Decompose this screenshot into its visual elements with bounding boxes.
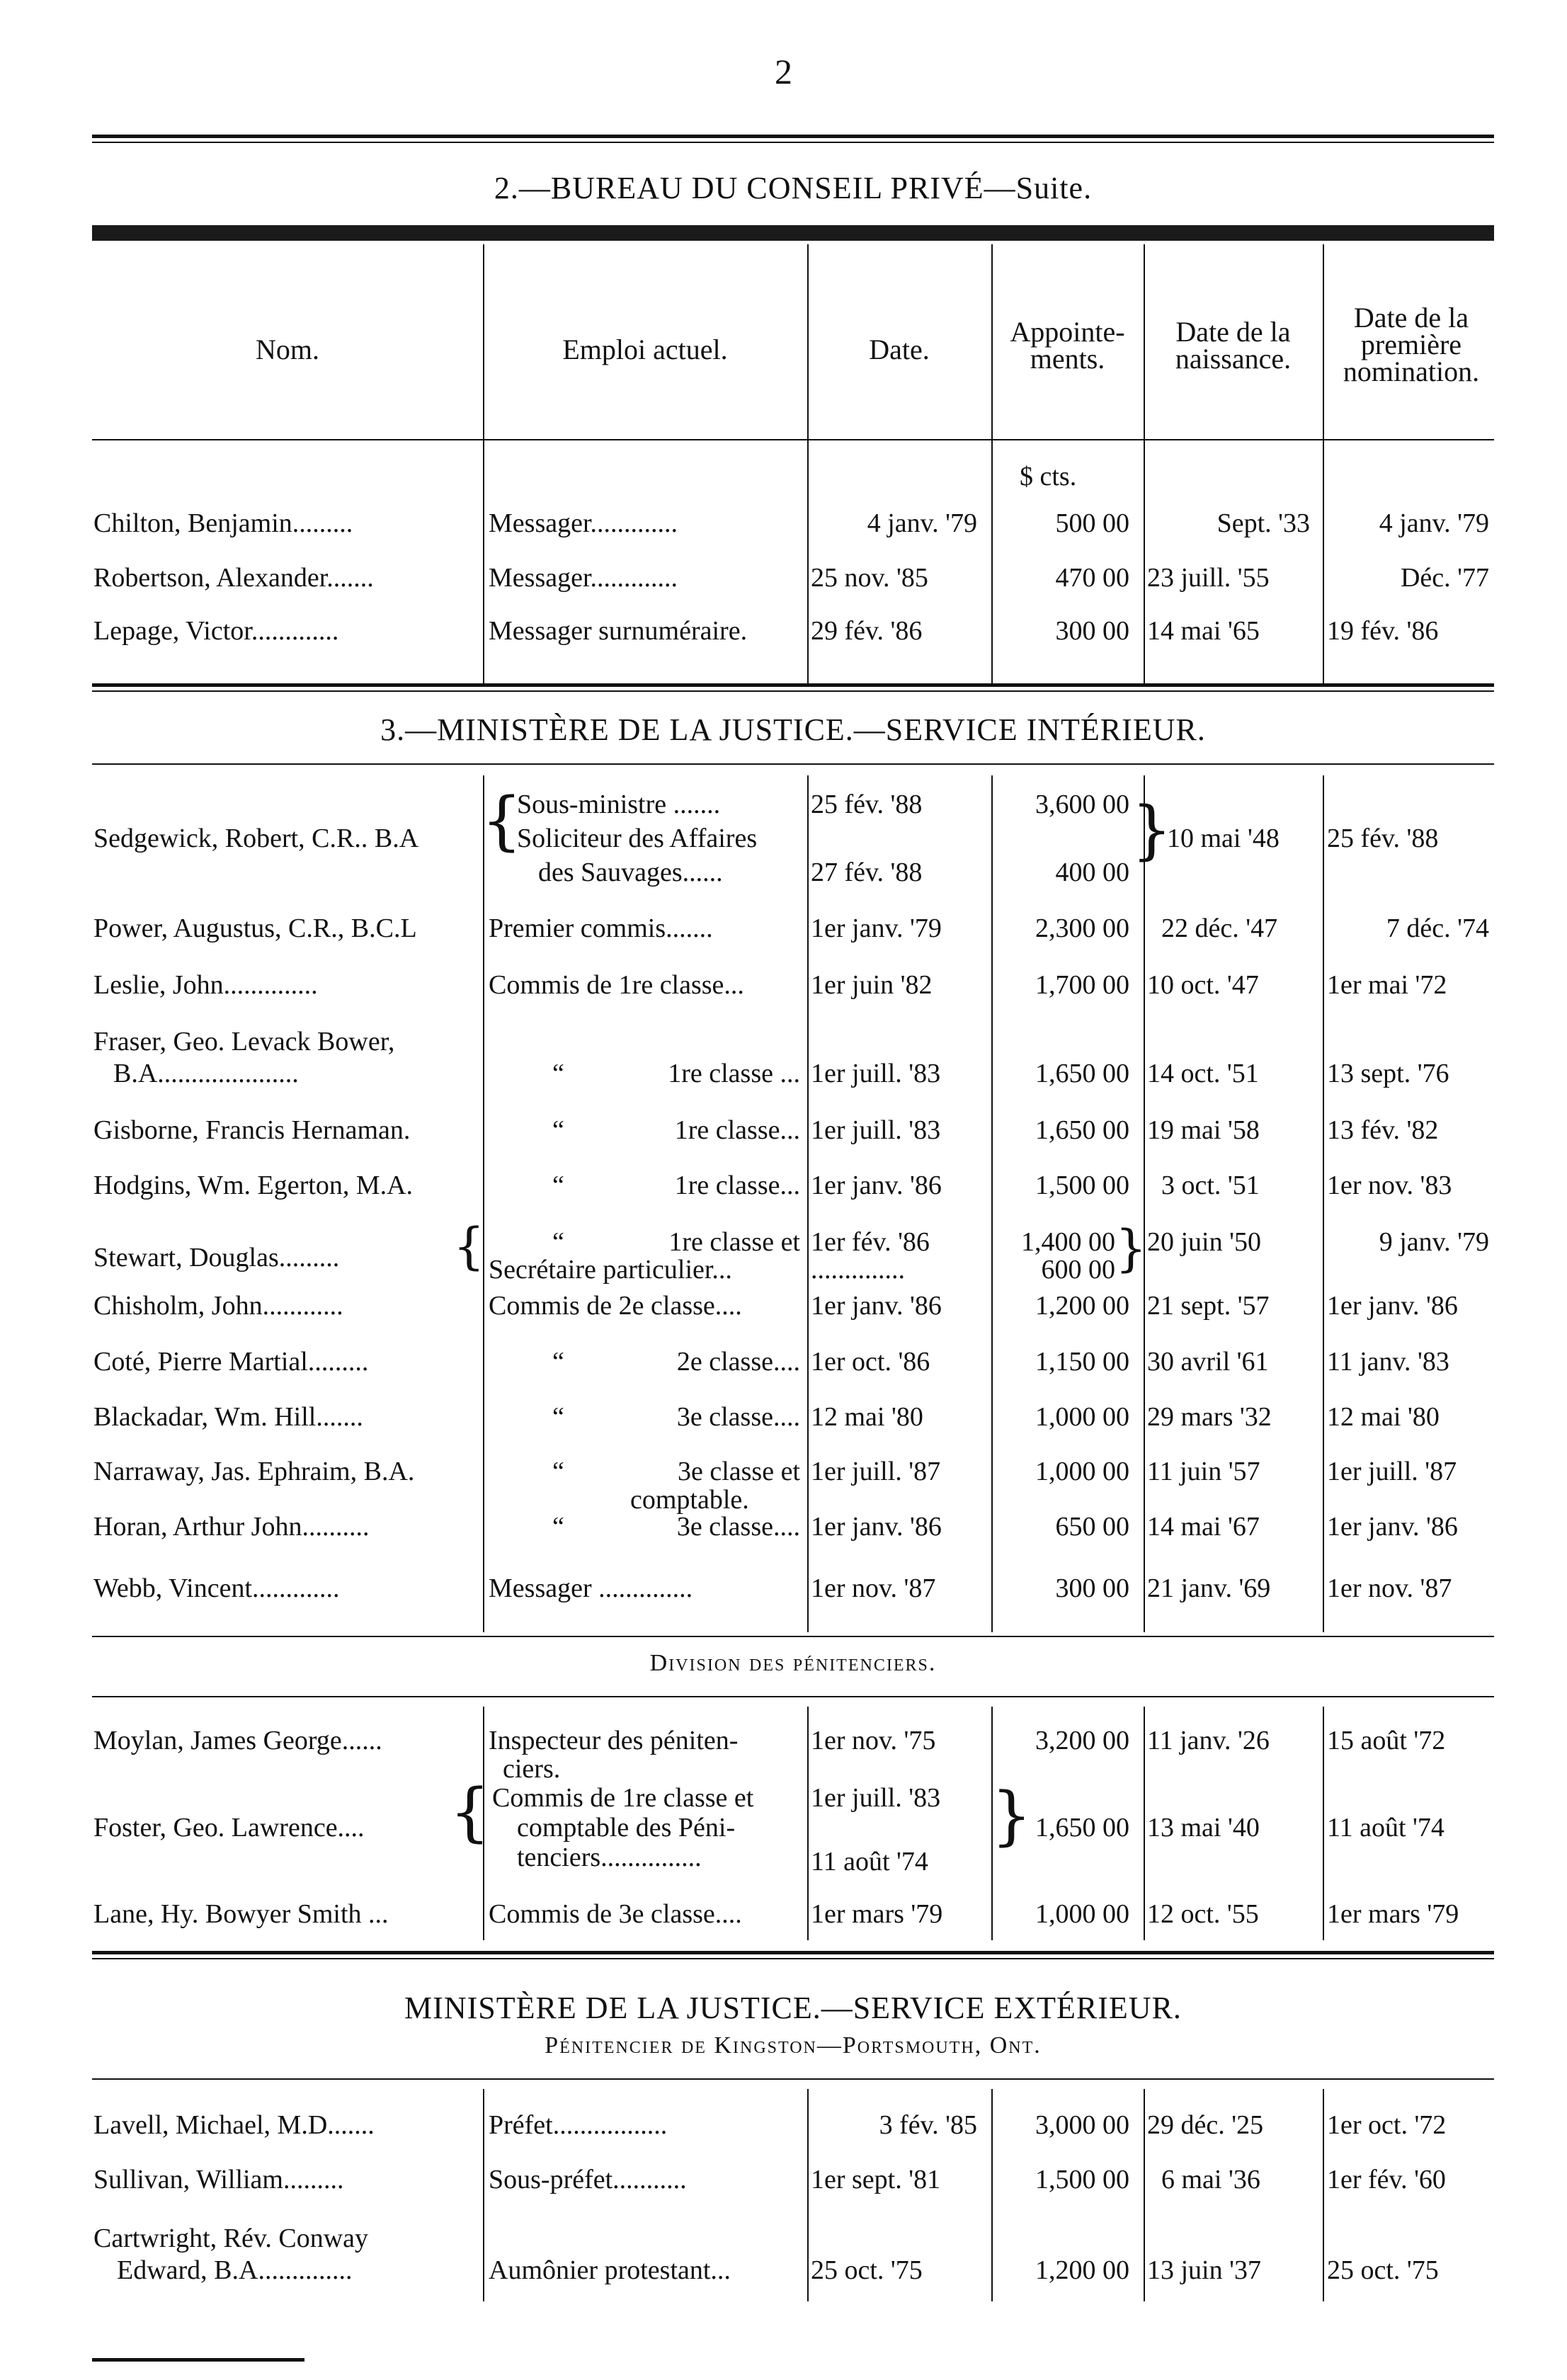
row-nom: Webb, Vincent............. [93, 1573, 340, 1603]
row-appointements: 1,200 00 [1035, 2255, 1129, 2285]
row-appointements: 3,600 00 [1035, 790, 1129, 819]
row-date: 1er juill. '83 [811, 1059, 941, 1088]
row-nom: Sedgewick, Robert, C.R.. B.A [93, 824, 419, 853]
rule-double [92, 683, 1494, 692]
brace-right: } [1132, 793, 1173, 867]
section-subtitle-kingston: Pénitencier de Kingston—Portsmouth, Ont. [545, 2032, 1042, 2059]
row-appointements: 1,650 00 [1035, 1059, 1129, 1088]
row-nom: Hodgins, Wm. Egerton, M.A. [93, 1171, 414, 1200]
row-emploi: Commis de 2e classe.... [489, 1291, 742, 1321]
row-appointements: 600 00 [1041, 1255, 1115, 1285]
row-premiere: 1er nov. '83 [1327, 1171, 1452, 1200]
row-appointements: 650 00 [1055, 1512, 1129, 1542]
row-naissance: Sept. '33 [1216, 508, 1310, 538]
row-emploi: Commis de 1re classe... [489, 970, 744, 1000]
header-naissance: Date de la naissance. [1175, 316, 1292, 375]
row-emploi: 1re classe... [674, 1171, 800, 1200]
row-emploi: ciers. [503, 1754, 561, 1784]
row-appointements: 1,000 00 [1035, 1457, 1129, 1486]
row-premiere: 11 août '74 [1327, 1813, 1445, 1843]
row-date: 27 fév. '88 [811, 858, 923, 887]
row-nom: Stewart, Douglas......... [93, 1243, 340, 1272]
row-naissance: 22 déc. '47 [1161, 913, 1278, 943]
section-title-penitenciers: Division des pénitenciers. [649, 1650, 937, 1676]
row-emploi: des Sauvages...... [538, 858, 723, 887]
row-emploi: 1re classe ... [668, 1059, 800, 1088]
row-date: 25 oct. '75 [811, 2255, 923, 2285]
row-appointements: 300 00 [1055, 616, 1129, 646]
ditto-mark: “ [552, 1171, 564, 1200]
row-date: 12 mai '80 [811, 1402, 923, 1432]
row-date: 4 janv. '79 [867, 508, 977, 538]
row-nom: Chilton, Benjamin......... [93, 508, 353, 538]
ditto-mark: “ [552, 1402, 564, 1432]
row-emploi: Commis de 1re classe et [492, 1783, 754, 1813]
ditto-mark: “ [552, 1059, 564, 1088]
row-emploi: comptable. [630, 1485, 749, 1515]
row-date: 25 fév. '88 [811, 790, 923, 819]
row-emploi: Messager............. [489, 563, 678, 593]
row-date: 1er fév. '86 [811, 1227, 930, 1257]
brace-left: { [450, 1775, 491, 1850]
row-naissance: 21 janv. '69 [1147, 1573, 1271, 1603]
col-divider [1144, 1707, 1145, 1940]
row-emploi: Sous-préfet........... [489, 2165, 687, 2194]
row-premiere: 15 août '72 [1327, 1726, 1446, 1755]
row-appointements: 1,200 00 [1035, 1291, 1129, 1321]
row-emploi: Messager............. [489, 508, 678, 538]
row-naissance: 3 oct. '51 [1161, 1171, 1260, 1200]
row-date: 1er juill. '87 [811, 1457, 941, 1486]
row-naissance: 29 déc. '25 [1147, 2110, 1264, 2140]
row-nom: Chisholm, John............ [93, 1291, 343, 1321]
row-date: 1er mars '79 [811, 1899, 943, 1929]
row-appointements: 470 00 [1055, 563, 1129, 593]
col-divider [1144, 2089, 1145, 2301]
header-nom: Nom. [256, 334, 319, 365]
header-emploi: Emploi actuel. [562, 334, 728, 365]
row-emploi: Messager .............. [489, 1573, 693, 1603]
section-rule [92, 1696, 1494, 1697]
row-date: 1er oct. '86 [811, 1347, 930, 1377]
row-naissance: 29 mars '32 [1147, 1402, 1272, 1432]
row-naissance: 14 mai '65 [1147, 616, 1260, 646]
row-naissance: 19 mai '58 [1147, 1115, 1260, 1145]
row-nom: Robertson, Alexander....... [93, 563, 374, 593]
row-date: 11 août '74 [811, 1847, 928, 1877]
row-date: .............. [811, 1255, 905, 1285]
row-premiere: 1er mai '72 [1327, 970, 1447, 1000]
row-appointements: 3,000 00 [1035, 2110, 1129, 2140]
section-title-justice-interieur: 3.—MINISTÈRE DE LA JUSTICE.—SERVICE INTÉRIEUR. [380, 712, 1206, 747]
row-appointements: 1,650 00 [1035, 1813, 1129, 1843]
row-emploi: Aumônier protestant... [489, 2255, 731, 2285]
row-emploi: Messager surnuméraire. [489, 616, 748, 646]
ditto-mark: “ [552, 1512, 564, 1542]
row-premiere: 25 fév. '88 [1327, 824, 1439, 853]
brace-left: { [482, 784, 523, 858]
row-naissance: 14 oct. '51 [1147, 1059, 1259, 1088]
row-date: 25 nov. '85 [811, 563, 928, 593]
row-premiere: 1er fév. '60 [1327, 2165, 1446, 2194]
row-emploi: Préfet................. [489, 2110, 668, 2140]
row-date: 1er juill. '83 [811, 1783, 941, 1813]
row-emploi: tenciers............... [517, 1843, 702, 1872]
col-divider [807, 244, 809, 683]
row-nom: Fraser, Geo. Levack Bower, [93, 1027, 395, 1057]
row-naissance: 10 oct. '47 [1147, 970, 1259, 1000]
row-date: 1er janv. '86 [811, 1512, 942, 1542]
row-premiere: 1er juill. '87 [1327, 1457, 1457, 1486]
row-naissance: 13 juin '37 [1147, 2255, 1261, 2285]
row-emploi: comptable des Péni- [517, 1813, 736, 1843]
row-appointements: 400 00 [1055, 858, 1129, 887]
row-appointements: 1,700 00 [1035, 970, 1129, 1000]
rule-double [92, 1951, 1494, 1959]
row-appointements: 1,500 00 [1035, 2165, 1129, 2194]
row-emploi: Secrétaire particulier... [489, 1255, 732, 1285]
header-date: Date. [869, 334, 930, 365]
row-date: 1er nov. '87 [811, 1573, 936, 1603]
col-divider [807, 775, 809, 1632]
row-emploi: Inspecteur des péniten- [489, 1726, 739, 1755]
row-nom: Cartwright, Rév. Conway [93, 2224, 369, 2253]
row-emploi: 3e classe et [677, 1457, 800, 1486]
row-nom: Coté, Pierre Martial......... [93, 1347, 369, 1377]
row-emploi: 1re classe et [668, 1227, 800, 1257]
row-premiere: 25 oct. '75 [1327, 2255, 1439, 2285]
col-divider [483, 244, 484, 683]
brace-right: } [1115, 1219, 1147, 1277]
col-divider [1144, 775, 1145, 1632]
rule-double [92, 135, 1494, 143]
row-date: 1er janv. '86 [811, 1171, 942, 1200]
row-nom: Foster, Geo. Lawrence.... [93, 1813, 365, 1843]
row-naissance: 13 mai '40 [1147, 1813, 1260, 1843]
col-divider [483, 2089, 484, 2301]
row-emploi: Premier commis....... [489, 913, 713, 943]
ditto-mark: “ [552, 1115, 564, 1145]
col-divider [991, 775, 993, 1632]
row-appointements: 1,500 00 [1035, 1171, 1129, 1200]
row-premiere: 7 déc. '74 [1386, 913, 1489, 943]
row-appointements: 1,150 00 [1035, 1347, 1129, 1377]
row-naissance: 11 juin '57 [1147, 1457, 1260, 1486]
header-appointements: Appointe- ments. [1010, 316, 1125, 375]
row-nom: Lavell, Michael, M.D....... [93, 2110, 375, 2140]
row-premiere: 1er mars '79 [1327, 1899, 1459, 1929]
header-rule [92, 439, 1494, 440]
row-nom: Power, Augustus, C.R., B.C.L [93, 913, 417, 943]
row-nom: Lepage, Victor............. [93, 616, 339, 646]
row-premiere: 1er janv. '86 [1327, 1291, 1458, 1321]
col-divider [1323, 2089, 1324, 2301]
ditto-mark: “ [552, 1457, 564, 1486]
row-naissance: 30 avril '61 [1147, 1347, 1269, 1377]
row-appointements: 1,650 00 [1035, 1115, 1129, 1145]
row-date: 1er janv. '86 [811, 1291, 942, 1321]
row-appointements: 500 00 [1055, 508, 1129, 538]
row-date: 1er juill. '83 [811, 1115, 941, 1145]
row-appointements: 2,300 00 [1035, 913, 1129, 943]
page-number: 2 [775, 52, 792, 91]
row-premiere: 1er nov. '87 [1327, 1573, 1452, 1603]
row-appointements: 1,000 00 [1035, 1402, 1129, 1432]
rule-heavy [92, 225, 1494, 241]
row-emploi: 3e classe.... [676, 1402, 800, 1432]
row-emploi: Soliciteur des Affaires [517, 824, 758, 853]
row-naissance: 20 juin '50 [1147, 1227, 1261, 1257]
col-divider [483, 775, 484, 1632]
row-emploi: 3e classe.... [676, 1512, 800, 1542]
col-divider [1144, 244, 1145, 683]
row-premiere: 13 sept. '76 [1327, 1059, 1449, 1088]
row-premiere: 19 fév. '86 [1327, 616, 1439, 646]
row-date: 29 fév. '86 [811, 616, 923, 646]
row-nom: Leslie, John.............. [93, 970, 318, 1000]
row-naissance: 12 oct. '55 [1147, 1899, 1259, 1929]
brace-right: } [991, 1779, 1032, 1853]
row-nom: Edward, B.A.............. [117, 2255, 353, 2285]
row-nom: Moylan, James George...... [93, 1726, 382, 1755]
row-premiere: 12 mai '80 [1327, 1402, 1440, 1432]
row-appointements: 300 00 [1055, 1573, 1129, 1603]
row-nom: Sullivan, William......... [93, 2165, 344, 2194]
col-divider [1323, 1707, 1324, 1940]
footer-rule [92, 2358, 304, 2362]
row-naissance: 10 mai '48 [1167, 824, 1280, 853]
row-premiere: Déc. '77 [1400, 563, 1489, 593]
row-date: 1er janv. '79 [811, 913, 942, 943]
row-premiere: 1er oct. '72 [1327, 2110, 1447, 2140]
row-emploi: Commis de 3e classe.... [489, 1899, 742, 1929]
row-naissance: 6 mai '36 [1161, 2165, 1260, 2194]
row-emploi: 1re classe... [674, 1115, 800, 1145]
row-nom: Blackadar, Wm. Hill....... [93, 1402, 363, 1432]
row-date: 1er nov. '75 [811, 1726, 936, 1755]
ditto-mark: “ [552, 1227, 564, 1257]
row-appointements: 1,400 00 [1021, 1227, 1115, 1257]
row-date: 3 fév. '85 [879, 2110, 977, 2140]
row-premiere: 4 janv. '79 [1379, 508, 1489, 538]
section-rule [92, 2078, 1494, 2080]
currency-label: $ cts. [1020, 462, 1077, 491]
row-naissance: 14 mai '67 [1147, 1512, 1260, 1542]
row-nom: B.A..................... [113, 1059, 299, 1088]
row-naissance: 23 juill. '55 [1147, 563, 1270, 593]
row-appointements: 3,200 00 [1035, 1726, 1129, 1755]
section-title-bureau: 2.—BUREAU DU CONSEIL PRIVÉ—Suite. [494, 171, 1093, 205]
row-premiere: 11 janv. '83 [1327, 1347, 1449, 1377]
row-premiere: 1er janv. '86 [1327, 1512, 1458, 1542]
row-premiere: 9 janv. '79 [1379, 1227, 1489, 1257]
section-rule [92, 763, 1494, 765]
ditto-mark: “ [552, 1347, 564, 1377]
row-appointements: 1,000 00 [1035, 1899, 1129, 1929]
col-divider [1323, 775, 1324, 1632]
row-naissance: 21 sept. '57 [1147, 1291, 1270, 1321]
row-premiere: 13 fév. '82 [1327, 1115, 1439, 1145]
row-emploi: Sous-ministre ....... [517, 790, 721, 819]
row-nom: Gisborne, Francis Hernaman. [93, 1115, 411, 1145]
row-nom: Narraway, Jas. Ephraim, B.A. [93, 1457, 415, 1486]
row-nom: Lane, Hy. Bowyer Smith ... [93, 1899, 389, 1929]
section-title-justice-exterieur: MINISTÈRE DE LA JUSTICE.—SERVICE EXTÉRIEUR. [404, 1991, 1182, 2025]
row-date: 1er sept. '81 [811, 2165, 941, 2194]
brace-left: { [453, 1217, 485, 1275]
col-divider [807, 1707, 809, 1940]
row-naissance: 11 janv. '26 [1147, 1726, 1270, 1755]
row-date: 1er juin '82 [811, 970, 933, 1000]
header-premiere: Date de la première nomination. [1343, 302, 1480, 387]
row-emploi: 2e classe.... [676, 1347, 800, 1377]
section-rule [92, 1636, 1494, 1637]
row-nom: Horan, Arthur John.......... [93, 1512, 370, 1542]
